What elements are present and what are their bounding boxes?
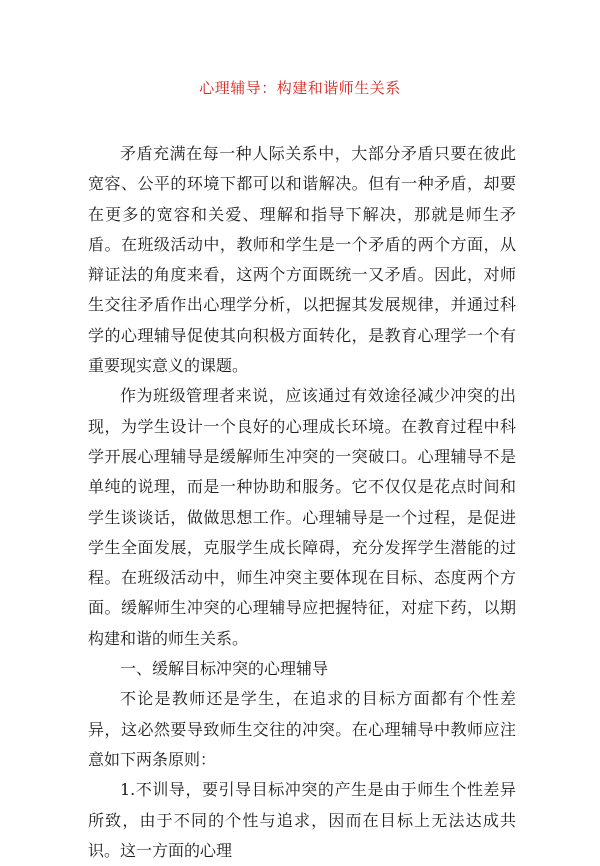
paragraph-principles: 不论是教师还是学生，在追求的目标方面都有个性差异，这必然要导致师生交往的冲突。在心理辅导中教师应注意如下两条原则：	[88, 689, 516, 769]
document-title: 心理辅导：构建和谐师生关系	[199, 79, 401, 97]
document-body	[88, 139, 516, 866]
paragraph-guidance: 1.不训导，要引导目标冲突的产生是由于师生个性差异所致，由于不同的个性与追求，因而在目标上无法达成共识。这一方面的心理	[88, 780, 516, 860]
paragraph-management: 作为班级管理者来说，应该通过有效途径减少冲突的出现，为学生设计一个良好的心理成长环境。在教育过程中科学开展心理辅导是缓解师生冲突的一突破口。心理辅导不是单纯的说理，而是一种协助和服务。它不仅仅是花点时间和学生谈谈话，做做思想工作。心理辅导是一个过程，是促进学生全面发展，克服学生成长障碍，充分发挥学生潜能的过程。在班级活动中，师生冲突主要体现在目标、态度两个方面。缓解师生冲突的心理辅导应把握特征，对症下药，以期构建和谐的师生关系。	[88, 386, 516, 648]
paragraph-intro: 矛盾充满在每一种人际关系中，大部分矛盾只要在彼此宽容、公平的环境下都可以和谐解决。但有一种矛盾，却要在更多的宽容和关爱、理解和指导下解决，那就是师生矛盾。在班级活动中，教师和学生是一个矛盾的两个方面，从辩证法的角度来看，这两个方面既统一又矛盾。因此，对师生交往矛盾作出心理学分析，以把握其发展规律，并通过科学的心理辅导促使其向积极方面转化，是教育心理学一个有重要现实意义的课题。	[88, 144, 516, 376]
section-heading-goal-conflict: 一、缓解目标冲突的心理辅导	[120, 659, 329, 679]
